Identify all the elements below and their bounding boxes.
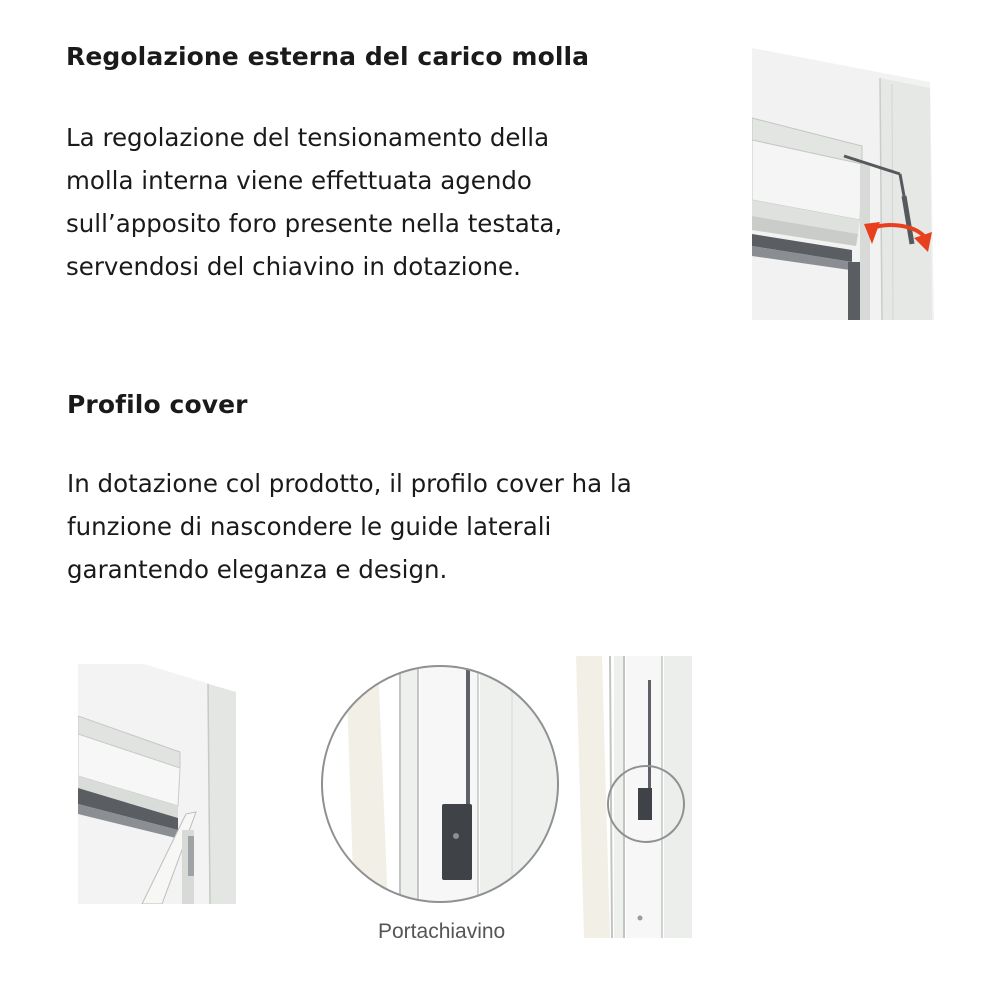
section1-line: sull’apposito foro presente nella testata,	[66, 209, 563, 238]
section1-title: Regolazione esterna del carico molla	[66, 42, 590, 71]
section2-paragraph	[67, 462, 632, 591]
section2-line: garantendo eleganza e design.	[67, 555, 448, 584]
side-guide-illustration	[574, 656, 692, 938]
section2-title: Profilo cover	[67, 390, 248, 419]
spring-adjustment-illustration	[752, 48, 934, 320]
section1-line: molla interna viene effettuata agendo	[66, 166, 532, 195]
section2-line: In dotazione col prodotto, il profilo cover ha la	[67, 469, 632, 498]
section1-paragraph	[66, 116, 562, 288]
key-holder-magnified	[316, 662, 564, 906]
section1-line: La regolazione del tensionamento della	[66, 123, 550, 152]
cover-profile-illustration	[78, 664, 236, 904]
section1-line: servendosi del chiavino in dotazione.	[66, 252, 521, 281]
section2-line: funzione di nascondere le guide laterali	[67, 512, 552, 541]
key-holder-caption: Portachiavino	[378, 920, 506, 943]
